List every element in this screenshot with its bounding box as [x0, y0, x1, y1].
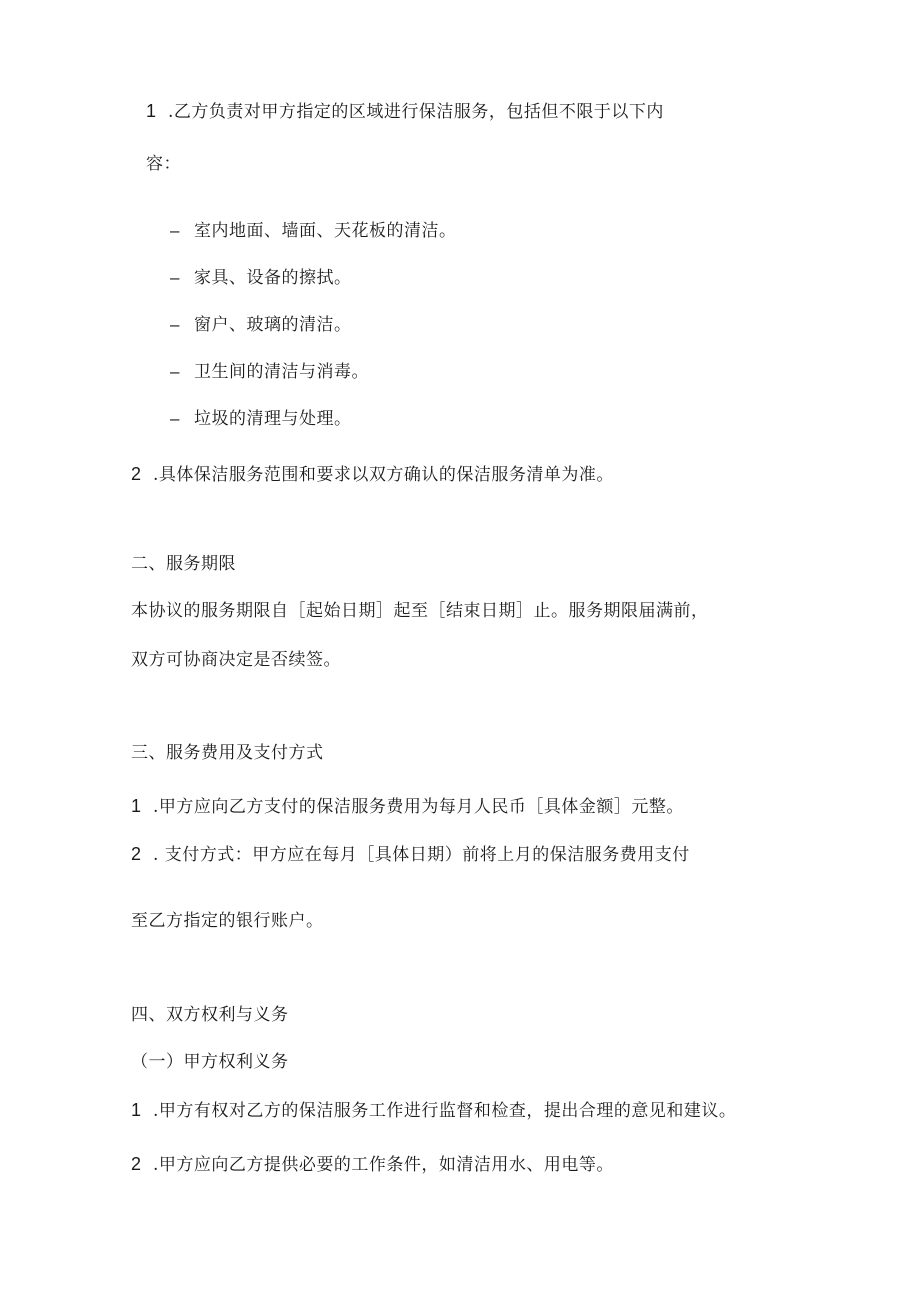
s1-item-2-number: 2 — [131, 464, 142, 484]
s1-item-2-text: .具体保洁服务范围和要求以双方确认的保洁服务清单为准。 — [153, 465, 614, 485]
s1-item-2 — [131, 462, 614, 487]
s2-paragraph-line-1: 本协议的服务期限自［起始日期］起至［结束日期］止。服务期限届满前， — [131, 601, 709, 621]
bullet-dash: – — [170, 268, 180, 287]
s4-item-1-text: .甲方有权对乙方的保洁服务工作进行监督和检查，提出合理的意见和建议。 — [153, 1101, 737, 1121]
s3-item-1 — [131, 794, 684, 819]
bullet-dash: – — [170, 315, 180, 334]
s3-item-2-text: . 支付方式：甲方应在每月［具体日期）前将上月的保洁服务费用支付 — [153, 845, 690, 865]
s1-item-1 — [146, 99, 664, 124]
s1-bullet — [170, 219, 457, 243]
s1-bullet — [170, 407, 352, 431]
bullet-dash: – — [170, 221, 180, 240]
s1-bullet-text: 垃圾的清理与处理。 — [194, 409, 352, 429]
s1-bullet-text: 窗户、玻璃的清洁。 — [194, 315, 352, 335]
s3-item-2-number: 2 — [131, 844, 142, 864]
s2-heading: 二、服务期限 — [131, 554, 236, 574]
s1-bullet-text: 家具、设备的擦拭。 — [194, 268, 352, 288]
s1-item-1-number: 1 — [146, 101, 157, 121]
s1-bullet — [170, 313, 352, 337]
s4-item-2-text: .甲方应向乙方提供必要的工作条件，如清洁用水、用电等。 — [153, 1155, 614, 1175]
s4-item-1-number: 1 — [131, 1100, 142, 1120]
s1-bullet-text: 卫生间的清洁与消毒。 — [194, 362, 369, 382]
s3-item-2 — [131, 842, 690, 867]
s3-item-1-number: 1 — [131, 796, 142, 816]
s1-bullet — [170, 360, 369, 384]
s4-subheading: （一）甲方权利义务 — [131, 1052, 289, 1072]
s1-bullet-text: 室内地面、墙面、天花板的清洁。 — [194, 221, 457, 241]
s4-item-1 — [131, 1098, 736, 1123]
s3-heading: 三、服务费用及支付方式 — [131, 743, 324, 763]
s1-bullet — [170, 266, 352, 290]
bullet-dash: – — [170, 409, 180, 428]
s2-paragraph-line-2: 双方可协商决定是否续签。 — [131, 650, 341, 670]
s3-item-2-continuation: 至乙方指定的银行账户。 — [131, 911, 324, 931]
s4-item-2 — [131, 1152, 614, 1177]
s1-item-1-continuation: 容： — [146, 154, 181, 174]
s1-item-1-text: .乙方负责对甲方指定的区域进行保洁服务，包括但不限于以下内 — [168, 102, 664, 122]
s4-item-2-number: 2 — [131, 1154, 142, 1174]
s3-item-1-text: .甲方应向乙方支付的保洁服务费用为每月人民币［具体金额］元整。 — [153, 797, 684, 817]
bullet-dash: – — [170, 362, 180, 381]
s4-heading: 四、双方权利与义务 — [131, 1005, 289, 1025]
